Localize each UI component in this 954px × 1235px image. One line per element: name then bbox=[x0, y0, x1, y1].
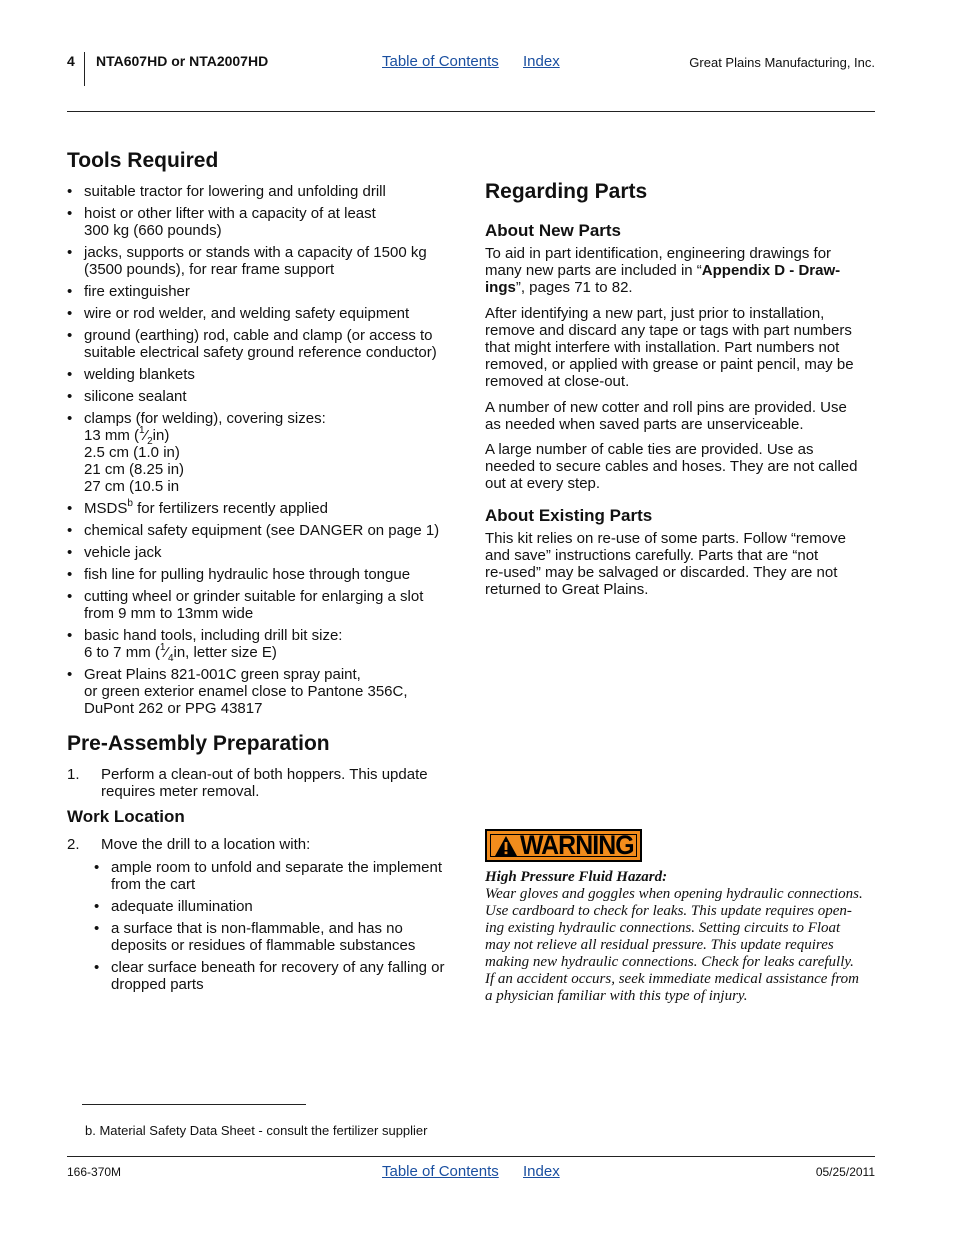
list-item-line: • wire or rod welder, and welding safety equipment bbox=[84, 305, 410, 322]
list-item-line: DuPont 262 or PPG 43817 bbox=[84, 700, 263, 717]
list-item-line: • fish line for pulling hydraulic hose through tongue bbox=[84, 566, 411, 583]
fraction-denominator: 4 bbox=[167, 653, 174, 664]
list-item-line: 2.5 cm (1.0 in) bbox=[84, 444, 180, 461]
size-text: in) bbox=[152, 427, 170, 444]
doc-date: 05/25/2011 bbox=[815, 1165, 875, 1179]
list-item-line: • ample room to unfold and separate the implement bbox=[111, 859, 443, 876]
hazard-line: may not relieve all residual pressure. This update requires bbox=[485, 937, 834, 953]
header-rule bbox=[67, 111, 875, 112]
fraction-numerator: 1 bbox=[139, 425, 145, 436]
list-item-line: • jacks, supports or stands with a capacity of 1500 kg bbox=[84, 244, 427, 261]
new-p2-line: removed, or applied with grease or paint pencil, may be bbox=[485, 356, 854, 373]
new-p3-line: A number of new cotter and roll pins are provided. Use bbox=[485, 399, 847, 416]
new-p3-line: as needed when saved parts are unserviceable. bbox=[485, 416, 804, 433]
regarding-parts-heading: Regarding Parts bbox=[485, 180, 648, 203]
list-item-line: dropped parts bbox=[111, 976, 204, 993]
size-text: in, letter size E) bbox=[173, 644, 277, 661]
appendix-reference: Appendix D - Draw- bbox=[701, 262, 841, 279]
warning-text: WARNING bbox=[520, 830, 634, 860]
list-item-line: from 9 mm to 13mm wide bbox=[84, 605, 254, 622]
hazard-line: Use cardboard to check for leaks. This update requires open- bbox=[485, 903, 852, 919]
msds-text-post: for fertilizers recently applied bbox=[132, 500, 328, 517]
hazard-body bbox=[485, 886, 877, 1005]
list-item-line: 6 to 7 mm ($^1⁄_4in$, letter size E) bbox=[84, 642, 277, 664]
company-name: Great Plains Manufacturing, Inc. bbox=[689, 55, 875, 70]
work-location-heading: Work Location bbox=[67, 807, 185, 826]
header-toc-link[interactable]: Table of Contents bbox=[382, 53, 499, 70]
page-number: 4 bbox=[67, 53, 75, 69]
hazard-line: making new hydraulic connections. Check for leaks carefully. bbox=[485, 954, 854, 970]
list-item-line: • cutting wheel or grinder suitable for enlarging a slot bbox=[84, 588, 424, 605]
list-item-line: • Great Plains 821-001C green spray paint, bbox=[84, 666, 361, 683]
fraction-denominator: 2 bbox=[147, 436, 153, 447]
existing-p-line: and save” instructions carefully. Parts that are “not bbox=[485, 547, 819, 564]
list-item-line: 21 cm (8.25 in) bbox=[84, 461, 185, 478]
new-p2-line: that might interfere with installation. Part numbers not bbox=[485, 339, 840, 356]
list-item-line: • chemical safety equipment (see DANGER on page 1) bbox=[84, 522, 440, 539]
step-1-line-2: requires meter removal. bbox=[101, 783, 260, 800]
hazard-line: If an accident occurs, seek immediate medical assistance from bbox=[485, 971, 859, 987]
list-item bbox=[67, 305, 462, 322]
list-item-line: • clamps (for welding), covering sizes: bbox=[84, 410, 326, 427]
list-item bbox=[67, 366, 462, 383]
list-item-line: (3500 pounds), for rear frame support bbox=[84, 261, 335, 278]
preassembly-heading: Pre-Assembly Preparation bbox=[67, 732, 330, 755]
list-item-line: deposits or residues of flammable substances bbox=[111, 937, 416, 954]
about-new-parts-heading: About New Parts bbox=[485, 221, 622, 240]
list-item-line: 13 mm $(^1⁄_2in)$ bbox=[84, 425, 170, 447]
hazard-line: a physician familiar with this type of injury. bbox=[485, 988, 748, 1004]
list-item bbox=[94, 959, 464, 993]
size-text: 13 mm ( bbox=[84, 427, 140, 444]
list-item-line: • silicone sealant bbox=[84, 388, 187, 405]
size-text: 6 to 7 mm ( bbox=[84, 644, 160, 661]
header-divider bbox=[84, 52, 85, 86]
step-1-number: 1. bbox=[67, 766, 80, 783]
new-p1-text-c: ”, pages 71 to 82. bbox=[515, 279, 633, 296]
new-p1-text-b: many new parts are included in “ bbox=[485, 262, 702, 279]
list-item bbox=[67, 666, 462, 717]
list-item-line: 300 kg (660 pounds) bbox=[84, 222, 222, 239]
footnote-marker: b bbox=[127, 498, 133, 509]
list-item-line: • hoist or other lifter with a capacity of at least bbox=[84, 205, 376, 222]
list-item-line: • vehicle jack bbox=[84, 544, 162, 561]
list-item-line: • suitable tractor for lowering and unfolding drill bbox=[84, 183, 386, 200]
list-item bbox=[94, 898, 464, 915]
doc-number: 166-370M bbox=[67, 1165, 122, 1179]
list-item bbox=[67, 205, 462, 239]
new-p4-line: out at every step. bbox=[485, 475, 601, 492]
list-item-line: • fire extinguisher bbox=[84, 283, 190, 300]
footnote-rule bbox=[82, 1104, 306, 1105]
list-item-line: • ground (earthing) rod, cable and clamp (or access to bbox=[84, 327, 433, 344]
list-item bbox=[94, 859, 464, 893]
list-item bbox=[67, 522, 462, 539]
step-1-line-1: Perform a clean-out of both hoppers. This update bbox=[101, 766, 428, 783]
list-item-line: from the cart bbox=[111, 876, 196, 893]
list-item bbox=[67, 327, 462, 361]
existing-p-line: re-used” may be salvaged or discarded. They are not bbox=[485, 564, 838, 581]
list-item bbox=[67, 283, 462, 300]
footer-index-link[interactable]: Index bbox=[523, 1163, 560, 1180]
list-item-line: • clear surface beneath for recovery of any falling or bbox=[111, 959, 445, 976]
about-existing-parts-heading: About Existing Parts bbox=[485, 506, 653, 525]
new-p2-line: After identifying a new part, just prior to installation, bbox=[485, 305, 825, 322]
step-2 bbox=[67, 836, 462, 853]
existing-p-line: returned to Great Plains. bbox=[485, 581, 649, 598]
list-item bbox=[67, 566, 462, 583]
list-item bbox=[67, 627, 462, 664]
new-p4-line: A large number of cable ties are provided. Use as bbox=[485, 441, 814, 458]
new-p2-line: remove and discard any tape or tags with part numbers bbox=[485, 322, 852, 339]
new-p1-line-1: To aid in part identification, engineering drawings for bbox=[485, 245, 832, 262]
footer-rule bbox=[67, 1156, 875, 1157]
list-item bbox=[67, 388, 462, 405]
existing-parts-paragraph bbox=[485, 530, 877, 598]
list-item bbox=[94, 920, 464, 954]
new-p2-line: removed at close-out. bbox=[485, 373, 630, 390]
footer-toc-link[interactable]: Table of Contents bbox=[382, 1163, 499, 1180]
footnote: b. Material Safety Data Sheet - consult the fertilizer supplier bbox=[85, 1123, 428, 1138]
hazard-line: ing existing hydraulic connections. Setting circuits to Float bbox=[485, 920, 841, 936]
list-item-line: suitable electrical safety ground reference conductor) bbox=[84, 344, 437, 361]
header-index-link[interactable]: Index bbox=[523, 53, 560, 70]
step-2-text: Move the drill to a location with: bbox=[101, 836, 311, 853]
warning-triangle-icon bbox=[494, 835, 518, 857]
list-item-line: • adequate illumination bbox=[111, 898, 253, 915]
hazard-title: High Pressure Fluid Hazard: bbox=[485, 869, 668, 885]
list-item-line: • a surface that is non-flammable, and has no bbox=[111, 920, 403, 937]
location-list bbox=[94, 859, 464, 998]
hazard-line: Wear gloves and goggles when opening hydraulic connections. bbox=[485, 886, 863, 902]
tools-list bbox=[67, 183, 462, 722]
list-item bbox=[67, 544, 462, 561]
list-item-line: or green exterior enamel close to Pantone 356C, bbox=[84, 683, 408, 700]
warning-label bbox=[485, 829, 642, 862]
step-1 bbox=[67, 766, 462, 800]
tools-required-heading: Tools Required bbox=[67, 149, 219, 172]
list-item-line: • welding blankets bbox=[84, 366, 195, 383]
new-parts-paragraph-1 bbox=[485, 245, 877, 296]
appendix-reference-cont: ings bbox=[485, 279, 516, 296]
model-title: NTA607HD or NTA2007HD bbox=[96, 53, 269, 69]
fraction-numerator: 1 bbox=[159, 642, 166, 653]
new-p1-line-3 bbox=[485, 279, 877, 296]
step-2-number: 2. bbox=[67, 836, 80, 853]
existing-p-line: This kit relies on re-use of some parts. Follow “remove bbox=[485, 530, 846, 547]
new-parts-paragraph-4 bbox=[485, 441, 877, 492]
new-p1-line-2 bbox=[485, 262, 877, 279]
list-item bbox=[67, 244, 462, 278]
new-p4-line: needed to secure cables and hoses. They are not called bbox=[485, 458, 858, 475]
new-parts-paragraph-3 bbox=[485, 399, 877, 433]
msds-text: MSDS bbox=[84, 500, 128, 517]
list-item bbox=[67, 588, 462, 622]
list-item bbox=[67, 410, 462, 495]
list-item-line: 27 cm (10.5 in bbox=[84, 478, 180, 495]
list-item bbox=[67, 183, 462, 200]
list-item bbox=[67, 500, 462, 517]
list-item-line: • basic hand tools, including drill bit size: bbox=[84, 627, 343, 644]
new-parts-paragraph-2 bbox=[485, 305, 877, 390]
